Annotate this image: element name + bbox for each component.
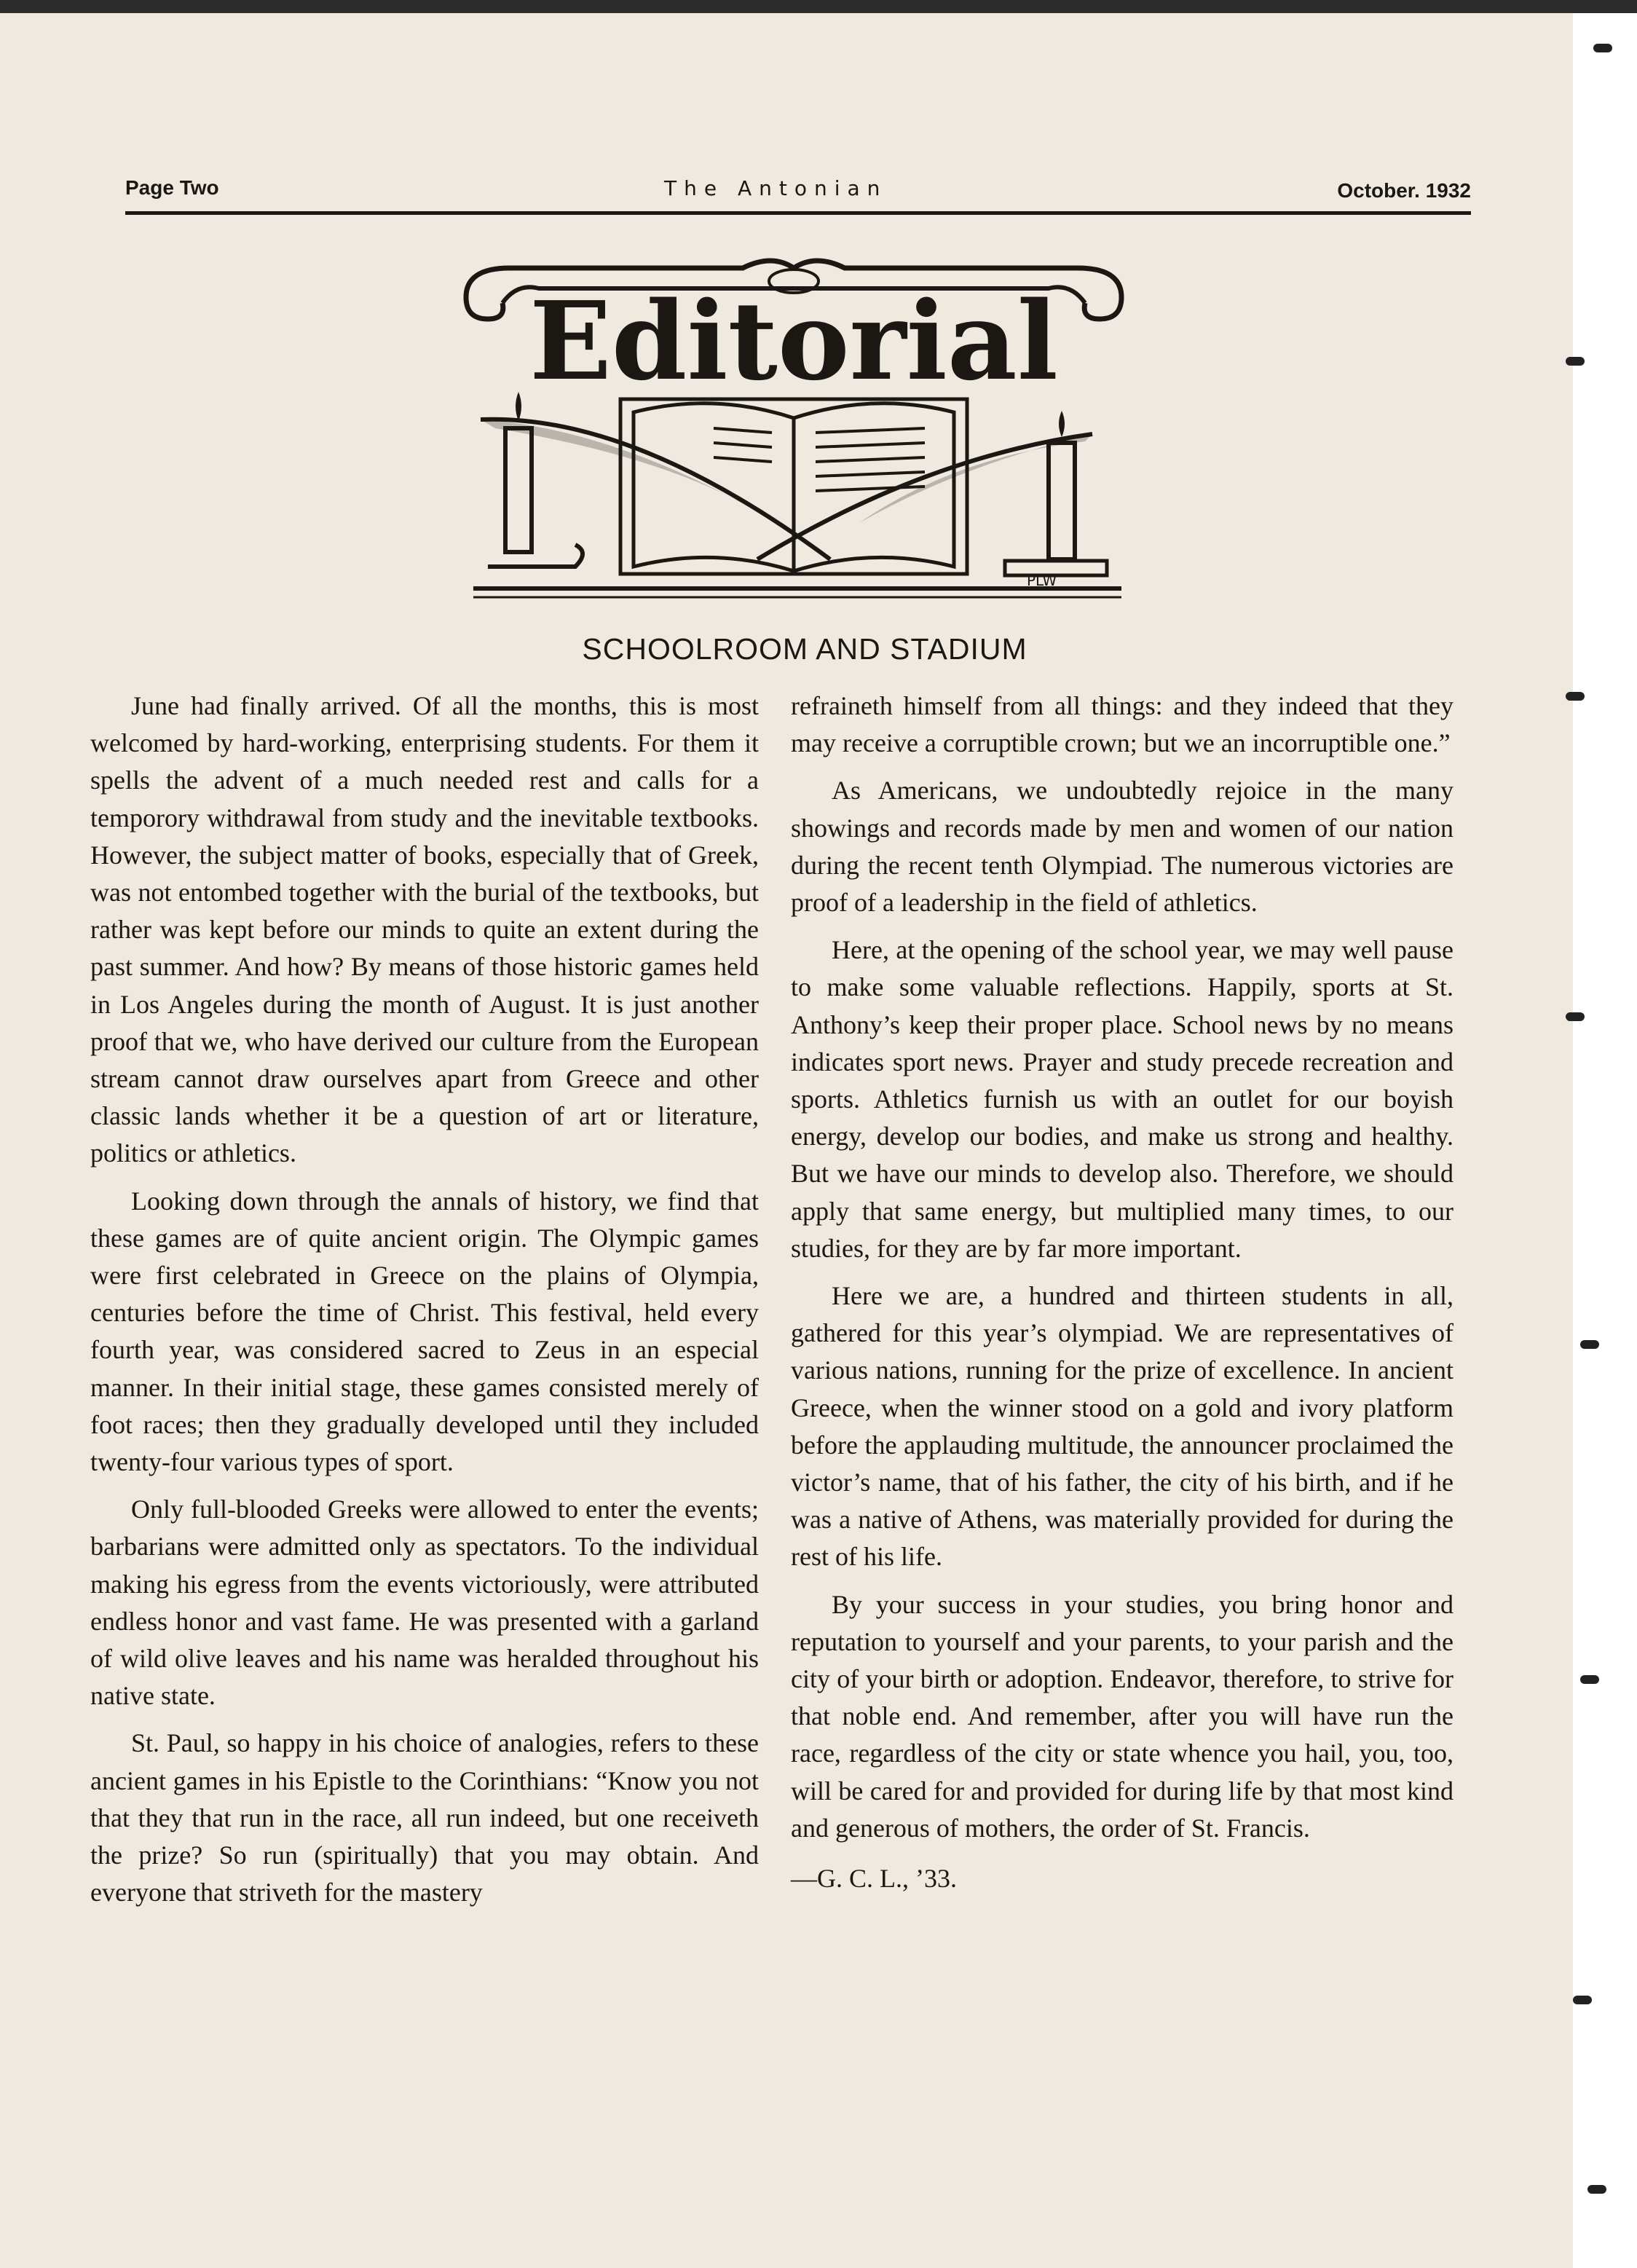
page-header: [125, 175, 1471, 204]
page-number: Page Two: [125, 176, 219, 199]
editorial-wordmark: Editorial: [529, 277, 1058, 404]
right-column: [791, 688, 1453, 1907]
binding-hole: [1566, 357, 1585, 366]
paragraph: St. Paul, so happy in his choice of analogies, refers to these ancient games in his Epistle to the Corinthians: “Know you not that they that run in the race, all run indeed, but one receiveth the prize? So run (spiritually) that you may obtain. And everyone that striveth for the mastery: [90, 1728, 759, 1907]
header-rule: [125, 211, 1471, 215]
paragraph: Here we are, a hundred and thirteen students in all, gathered for this year’s olympiad. We are representatives of various nations, running for the prize of excellence. In ancient Greece, when the winner stood on a gold and ivory platform before the applauding multitude, the announcer proclaimed the victor’s name, that of his father, the city of his birth, and if he was a native of Athens, was materially provided for during the rest of his life.: [791, 1281, 1453, 1572]
binding-hole: [1580, 1340, 1599, 1349]
binding-hole: [1566, 1012, 1585, 1021]
paragraph: Looking down through the annals of history, we find that these games are of quite ancient origin. The Olympic games were first celebrated in Greece on the plains of Olympia, centuries before the time of Christ. This festival, held every fourth year, was considered sacred to Zeus in an especial manner. In their initial stage, these games consisted merely of foot races; then they gradually developed until they included twenty-four various types of sport.: [90, 1186, 759, 1477]
paragraph: Only full-blooded Greeks were allowed to enter the events; barbarians were admitted only as spectators. To the individual making his egress from the events victoriously, were attributed endless honor and vast fame. He was presented with a garland of wild olive leaves and his name was heralded throughout his native state.: [90, 1495, 759, 1711]
artist-mark: PLW: [1027, 572, 1057, 589]
binding-hole: [1573, 1996, 1592, 2004]
binding-hole: [1580, 1675, 1599, 1684]
paragraph: June had finally arrived. Of all the months, this is most welcomed by hard-working, enterprising students. For them it spells the advent of a much needed rest and calls for a temporory withdrawal from study and the inevitable textbooks. However, the subject matter of books, especially that of Greek, was not entombed together with the burial of the textbooks, but rather was kept before our minds to quite an extent during the past summer. And how? By means of those historic games held in Los Angeles during the month of August. It is just another proof that we, who have derived our culture from the European stream cannot draw ourselves apart from Greece and other classic lands whether it be a question of art or literature, politics or athletics.: [90, 691, 759, 1168]
torn-page-edge: [1573, 13, 1637, 2268]
author-signature: —G. C. L., ’33.: [791, 1864, 957, 1894]
publication-name: The Antonian: [664, 176, 888, 200]
article-title: SCHOOLROOM AND STADIUM: [582, 632, 1027, 666]
newspaper-page: [0, 13, 1614, 2268]
issue-date: October. 1932: [1337, 179, 1471, 202]
paragraph: By your success in your studies, you bring honor and reputation to yourself and your parents, to your parish and the city of your birth or adoption. Endeavor, therefore, to strive for that noble end. And remember, after you will have run the race, regardless of the city or state whence you hail, you, too, will be cared for and provided for during life by that most kind and generous of mothers, the order of St. Francis.: [791, 1589, 1453, 1843]
binding-hole: [1587, 2185, 1606, 2194]
paragraph: Here, at the opening of the school year, we may well pause to make some valuable reflections. Happily, sports at St. Anthony’s keep their proper place. School news by no means indicates sport news. Prayer and study precede recreation and sports. Athletics furnish us with an outlet for our boyish energy, develop our bodies, and make us strong and healthy. But we have our minds to develop also. Therefore, we should apply that same energy, but multiplied many times, to our studies, for they are by far more important.: [791, 935, 1453, 1263]
binding-hole: [1593, 44, 1612, 52]
binding-hole: [1566, 692, 1585, 701]
editorial-banner-illustration: [451, 246, 1136, 610]
left-column: [90, 688, 759, 1922]
paragraph: As Americans, we undoubtedly rejoice in the many showings and records made by men and women of our nation during the recent tenth Olympiad. The numerous victories are proof of a leadership in the field of athletics.: [791, 776, 1453, 918]
paragraph-continuation: refraineth himself from all things: and they indeed that they may receive a corruptible crown; but we an incorruptible one.”: [791, 691, 1453, 758]
